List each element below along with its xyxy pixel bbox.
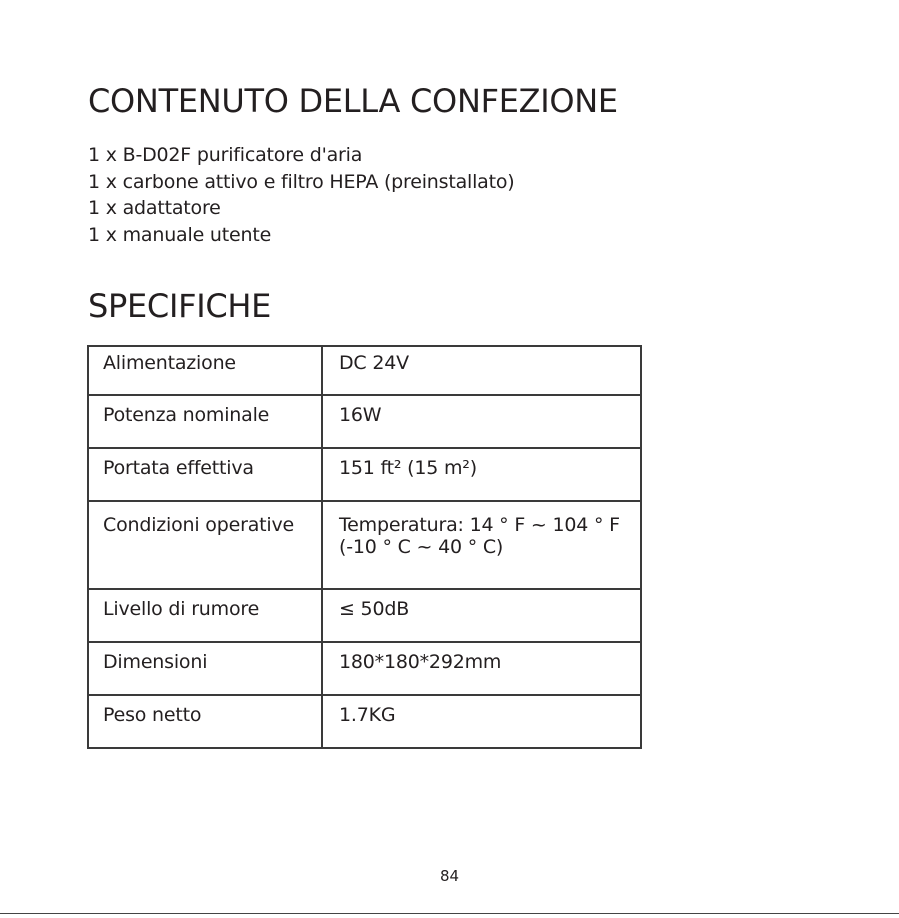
spec-label: Alimentazione: [88, 346, 322, 395]
specifications-table: [87, 345, 642, 749]
table-row: [88, 346, 641, 395]
table-row: [88, 695, 641, 748]
bottom-rule: [0, 913, 899, 914]
list-item: 1 x carbone attivo e filtro HEPA (preinstallato): [88, 170, 515, 193]
table-row: [88, 642, 641, 695]
spec-label: Dimensioni: [88, 642, 322, 695]
package-contents-heading: CONTENUTO DELLA CONFEZIONE: [88, 82, 618, 120]
spec-label: Livello di rumore: [88, 589, 322, 642]
table-row: [88, 501, 641, 589]
specifications-heading: SPECIFICHE: [88, 287, 272, 325]
package-contents-list: [88, 142, 515, 249]
list-item: 1 x B-D02F purificatore d'aria: [88, 144, 363, 166]
table-row: [88, 395, 641, 448]
spec-label: Portata effettiva: [88, 448, 322, 501]
table-row: [88, 448, 641, 501]
spec-value: Temperatura: 14 ° F ~ 104 ° F (-10 ° C ~ 40 ° C): [322, 501, 641, 589]
spec-label: Potenza nominale: [88, 395, 322, 448]
spec-value: 16W: [322, 395, 641, 448]
spec-value: 1.7KG: [322, 695, 641, 748]
list-item: 1 x adattatore: [88, 197, 221, 220]
spec-value: 180*180*292mm: [322, 642, 641, 695]
spec-value: ≤ 50dB: [322, 589, 641, 642]
spec-value: 151 ft² (15 m²): [322, 448, 641, 501]
spec-label: Condizioni operative: [88, 501, 322, 589]
list-item: 1 x manuale utente: [88, 224, 272, 247]
spec-value: DC 24V: [322, 346, 641, 395]
spec-label: Peso netto: [88, 695, 322, 748]
table-row: [88, 589, 641, 642]
page-number: 84: [439, 867, 460, 885]
